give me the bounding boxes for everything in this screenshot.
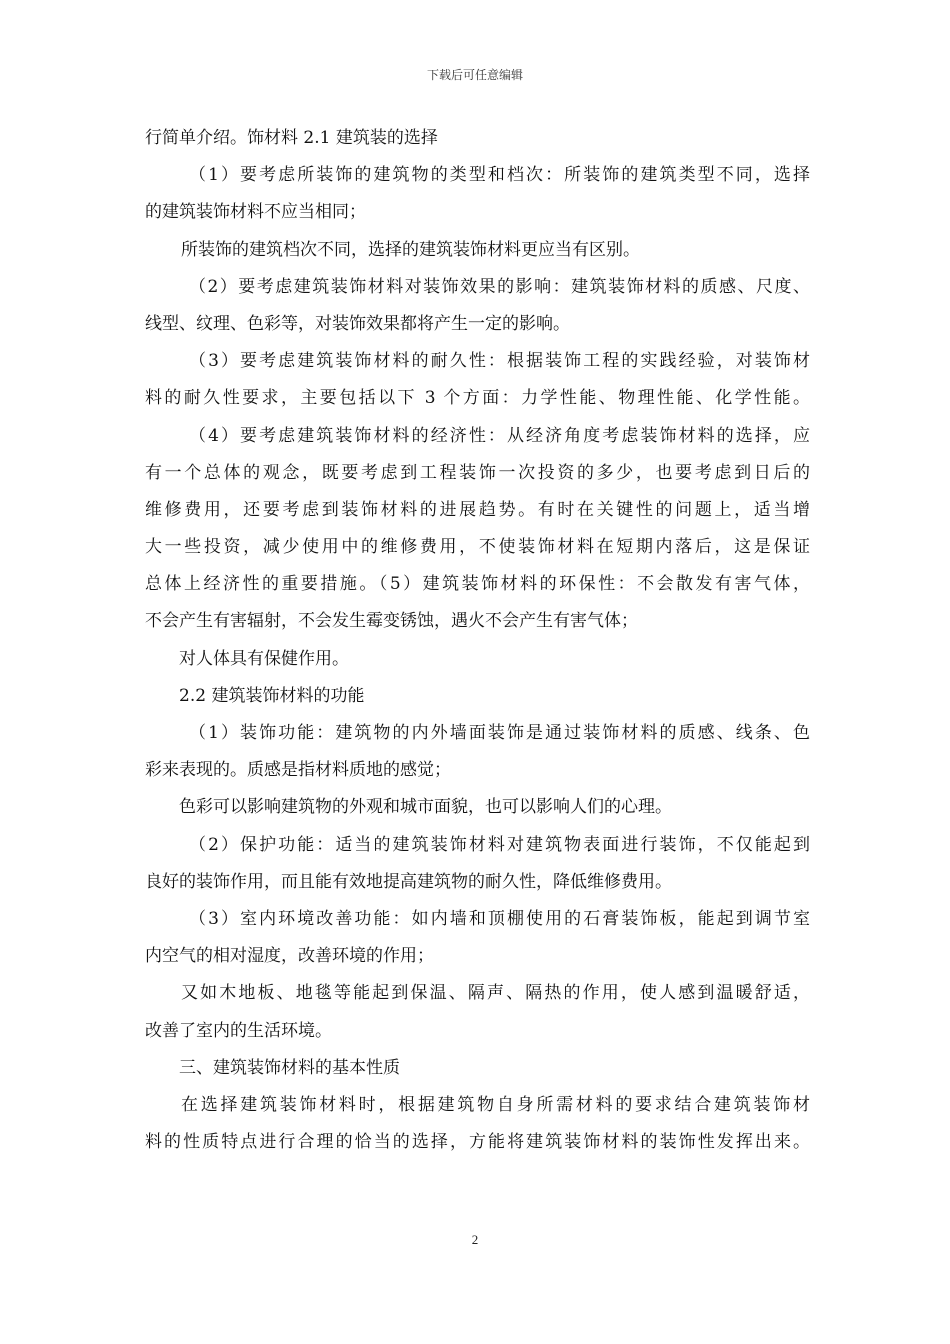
text-line: （3）室内环境改善功能：如内墙和顶棚使用的石膏装饰板，能起到调节室 bbox=[189, 908, 810, 929]
text-line: 的建筑装饰材料不应当相同； bbox=[145, 202, 366, 223]
text-line: 良好的装饰作用，而且能有效地提高建筑物的耐久性，降低维修费用。 bbox=[145, 871, 672, 892]
text-line: （1）装饰功能：建筑物的内外墙面装饰是通过装饰材料的质感、线条、色 bbox=[189, 723, 810, 743]
text-line: 彩来表现的。质感是指材料质地的感觉； bbox=[145, 760, 451, 781]
text-line: 料的耐久性要求，主要包括以下 3 个方面：力学性能、物理性能、化学性能。 bbox=[145, 388, 810, 409]
text-line: 线型、纹理、色彩等，对装饰效果都将产生一定的影响。 bbox=[145, 313, 570, 334]
text-line: 有一个总体的观念，既要考虑到工程装饰一次投资的多少，也要考虑到日后的 bbox=[145, 462, 810, 483]
text-line: （3）要考虑建筑装饰材料的耐久性：根据装饰工程的实践经验，对装饰材 bbox=[189, 351, 810, 372]
text-line: （2）保护功能：适当的建筑装饰材料对建筑物表面进行装饰，不仅能起到 bbox=[189, 834, 810, 855]
text-line: 又如木地板、地毯等能起到保温、隔声、隔热的作用，使人感到温暖舒适， bbox=[181, 983, 810, 1004]
text-line: 所装饰的建筑档次不同，选择的建筑装饰材料更应当有区别。 bbox=[181, 239, 640, 260]
text-line: 在选择建筑装饰材料时，根据建筑物自身所需材料的要求结合建筑装饰材 bbox=[181, 1094, 810, 1115]
section-heading: 2.2 建筑装饰材料的功能 bbox=[179, 685, 365, 706]
text-line: （2）要考虑建筑装饰材料对装饰效果的影响：建筑装饰材料的质感、尺度、 bbox=[189, 276, 810, 297]
text-line: （4）要考虑建筑装饰材料的经济性：从经济角度考虑装饰材料的选择，应 bbox=[189, 425, 810, 446]
text-line: 不会产生有害辐射，不会发生霉变锈蚀，遇火不会产生有害气体； bbox=[145, 611, 638, 632]
text-line: 维修费用，还要考虑到装饰材料的进展趋势。有时在关键性的问题上，适当增 bbox=[145, 499, 810, 520]
text-line: 对人体具有保健作用。 bbox=[179, 648, 349, 669]
text-line: 行简单介绍。饰材料 2.1 建筑装的选择 bbox=[145, 128, 438, 148]
document-body bbox=[145, 120, 810, 1161]
text-line: 色彩可以影响建筑物的外观和城市面貌，也可以影响人们的心理。 bbox=[179, 797, 672, 818]
text-line: （1）要考虑所装饰的建筑物的类型和档次：所装饰的建筑类型不同，选择 bbox=[189, 165, 810, 186]
page-number: 2 bbox=[471, 1232, 479, 1247]
text-line: 料的性质特点进行合理的恰当的选择，方能将建筑装饰材料的装饰性发挥出来。 bbox=[145, 1132, 810, 1153]
text-line: 改善了室内的生活环境。 bbox=[145, 1020, 332, 1041]
text-line: 大一些投资，减少使用中的维修费用，不使装饰材料在短期内落后，这是保证 bbox=[145, 537, 810, 558]
page-header: 下载后可任意编辑 bbox=[426, 68, 523, 82]
text-line: 内空气的相对湿度，改善环境的作用； bbox=[145, 946, 434, 967]
text-line: 总体上经济性的重要措施。（5）建筑装饰材料的环保性：不会散发有害气体， bbox=[145, 574, 810, 595]
section-heading: 三、建筑装饰材料的基本性质 bbox=[179, 1057, 400, 1078]
